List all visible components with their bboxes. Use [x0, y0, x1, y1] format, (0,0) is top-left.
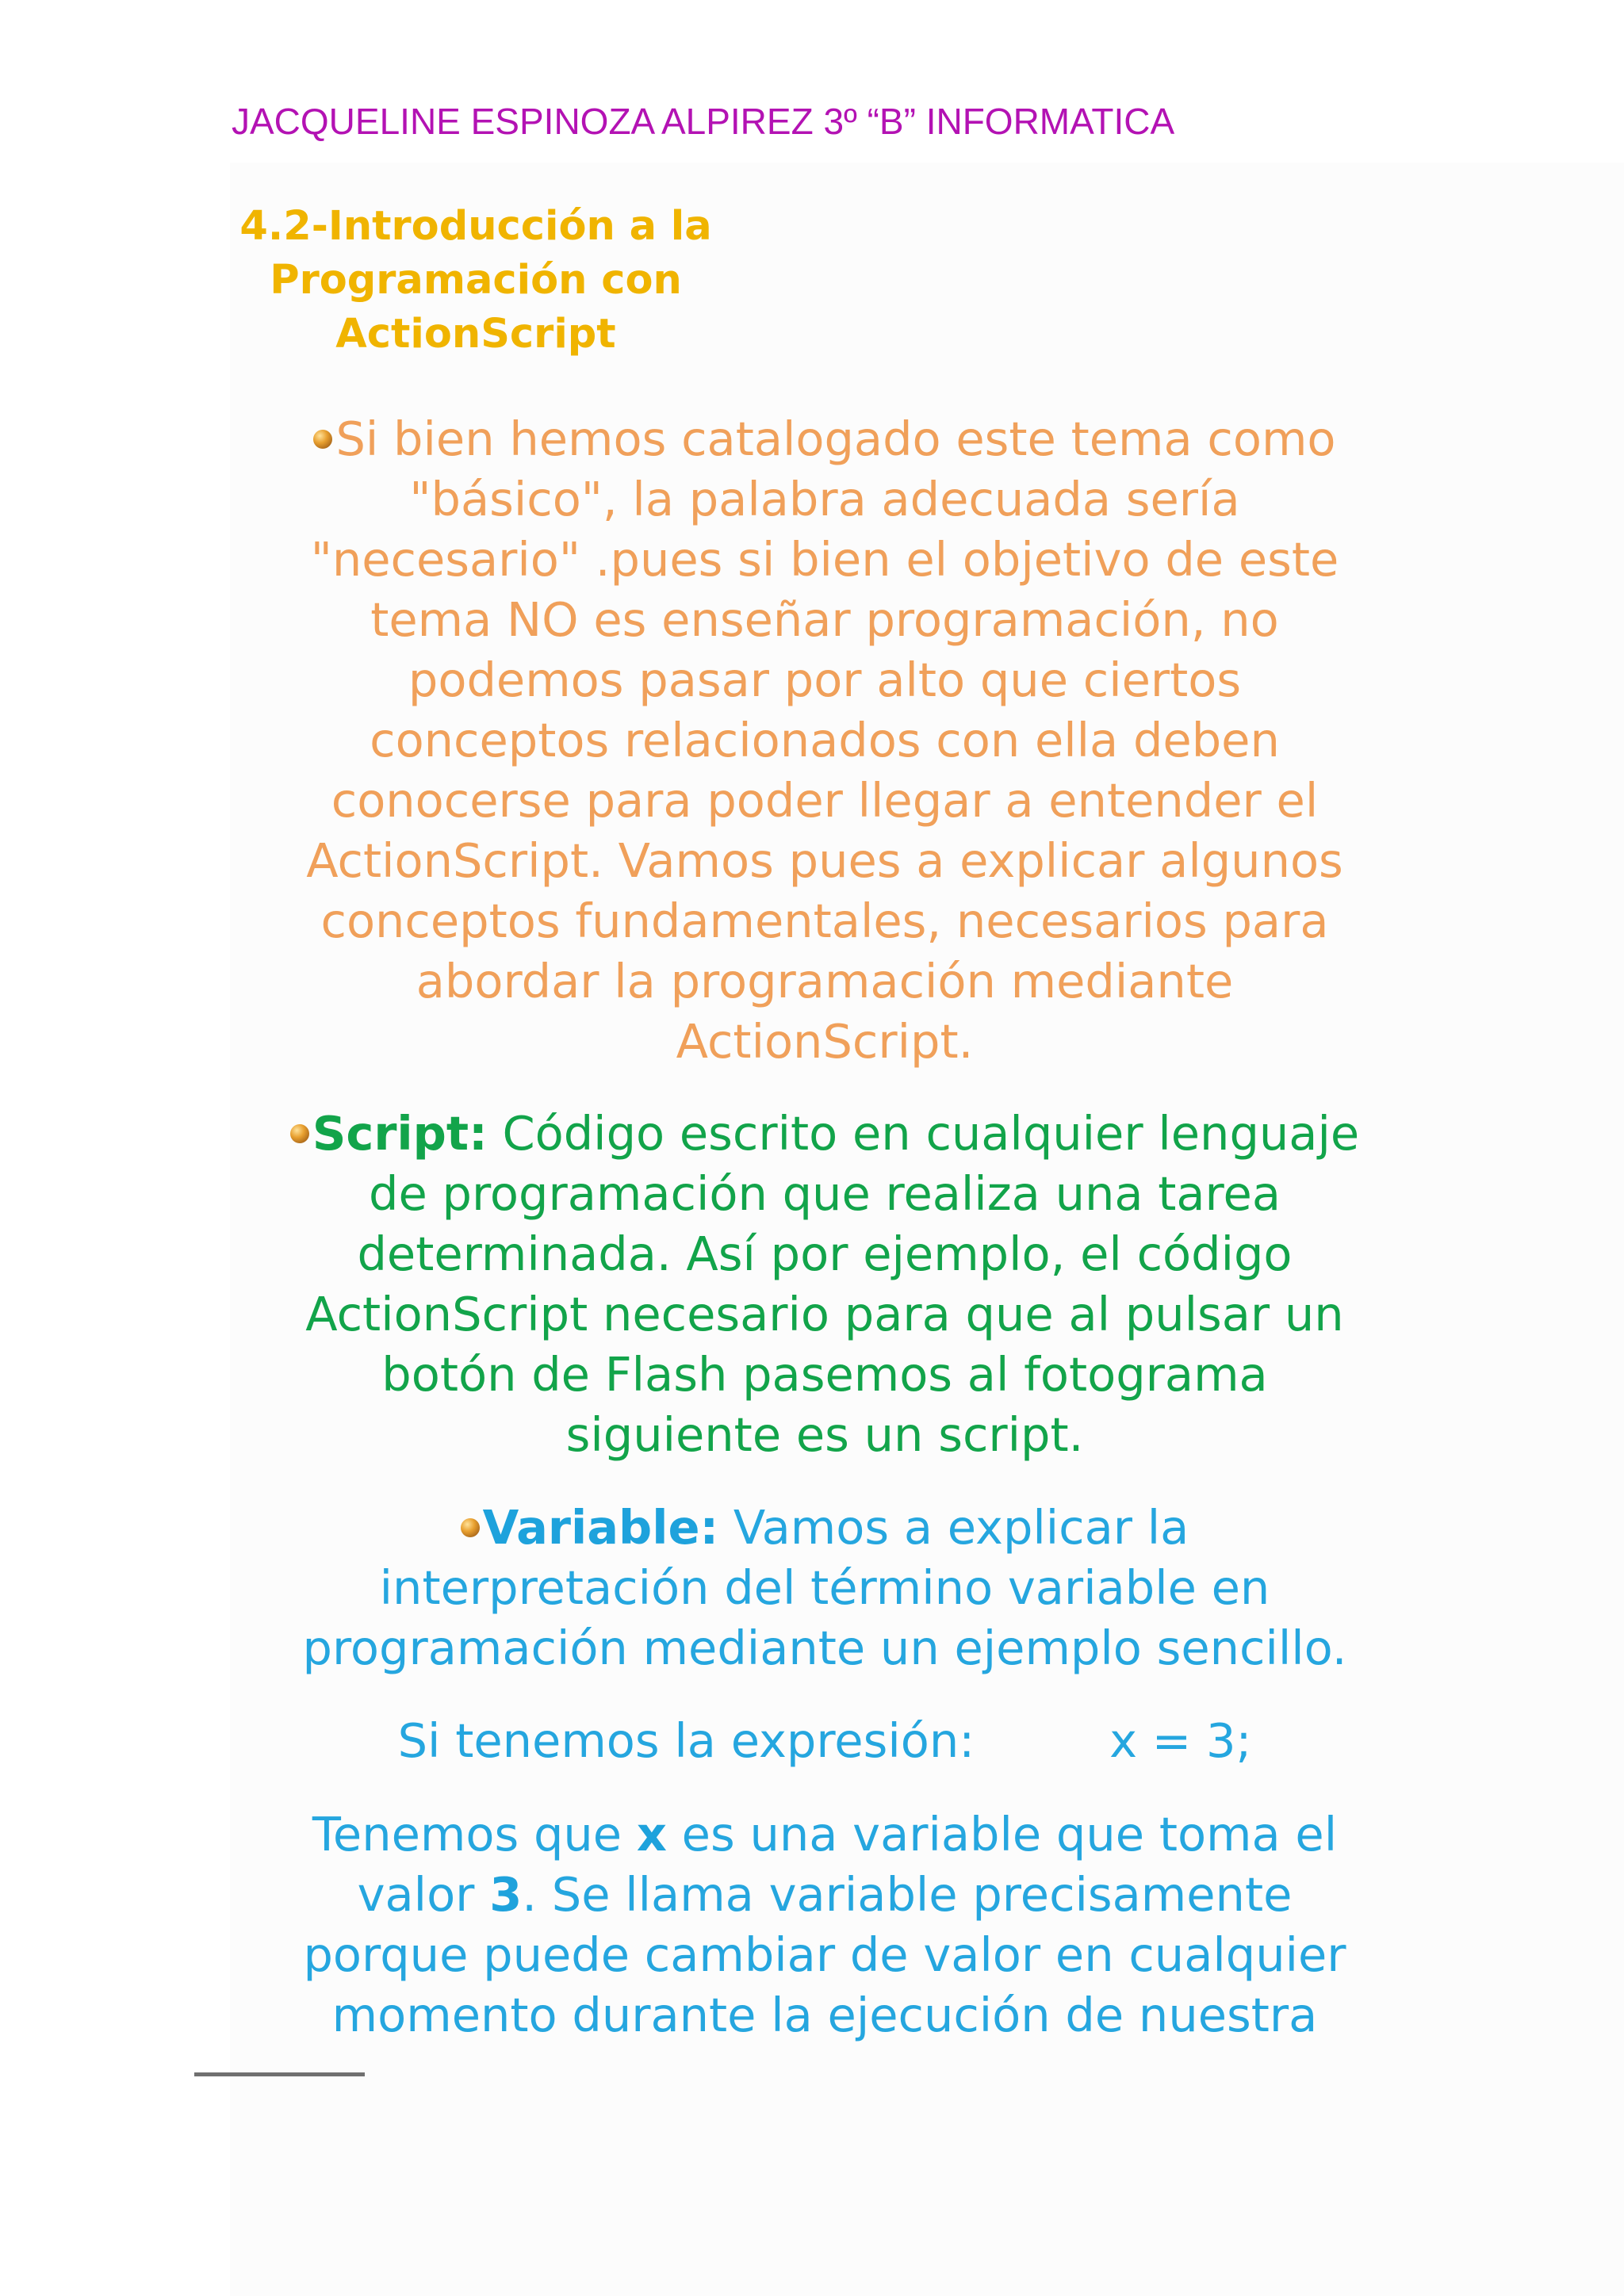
script-line-1: Script: Código escrito en cualquier lenguaje: [262, 1104, 1388, 1164]
script-line: botón de Flash pasemos al fotograma: [381, 1347, 1268, 1402]
script-line: ActionScript necesario para que al pulsar un: [305, 1287, 1344, 1341]
intro-line: ActionScript.: [676, 1014, 974, 1069]
script-definition: [262, 1104, 1388, 1465]
author-header: JACQUELINE ESPINOZA ALPIREZ 3º “B” INFORMATICA: [232, 101, 1175, 142]
section-title-line: 4.2-Introducción a la: [239, 203, 712, 250]
value-three: 3: [489, 1867, 523, 1922]
variable-line-1: Variable: Vamos a explicar la: [262, 1498, 1388, 1558]
intro-line: "necesario" .pues si bien el objetivo de este: [310, 532, 1339, 587]
script-line: determinada. Así por ejemplo, el código: [357, 1226, 1293, 1281]
explanation-line: Tenemos que x es una variable que toma el: [312, 1807, 1338, 1862]
explanation-line: porque puede cambiar de valor en cualquier: [303, 1927, 1346, 1982]
expression-code: x = 3;: [1109, 1713, 1252, 1768]
intro-line-1: Si bien hemos catalogado este tema como: [262, 409, 1388, 469]
section-title-line: Programación con: [270, 257, 682, 304]
expression-line: [262, 1711, 1388, 1771]
intro-line: conceptos relacionados con ella deben: [370, 713, 1280, 767]
variable-term: Variable:: [482, 1500, 719, 1555]
bullet-icon: [290, 1124, 309, 1143]
explanation-line: momento durante la ejecución de nuestra: [331, 1988, 1318, 2042]
section-title-line: ActionScript: [335, 311, 616, 358]
script-line: siguiente es un script.: [565, 1407, 1084, 1462]
footnote-separator: [194, 2072, 365, 2076]
intro-line: abordar la programación mediante: [416, 954, 1234, 1008]
intro-line: ActionScript. Vamos pues a explicar algunos: [306, 833, 1343, 888]
script-line: de programación que realiza una tarea: [369, 1166, 1281, 1221]
expression-label: Si tenemos la expresión:: [397, 1713, 975, 1768]
explanation-line: valor 3. Se llama variable precisamente: [357, 1867, 1293, 1922]
bullet-icon: [313, 430, 332, 449]
variable-definition: [262, 1498, 1388, 1678]
intro-line: conceptos fundamentales, necesarios para: [320, 894, 1329, 948]
intro-line: podemos pasar por alto que ciertos: [408, 652, 1242, 707]
intro-line: "básico", la palabra adecuada sería: [409, 472, 1240, 526]
variable-x: x: [636, 1807, 667, 1862]
intro-line: tema NO es enseñar programación, no: [370, 592, 1279, 647]
variable-line: interpretación del término variable en: [379, 1560, 1270, 1615]
variable-line: programación mediante un ejemplo sencillo.: [302, 1621, 1347, 1675]
script-term: Script:: [312, 1106, 488, 1161]
intro-line: conocerse para poder llegar a entender el: [331, 773, 1319, 828]
section-title: [238, 200, 714, 362]
intro-paragraph: [262, 409, 1388, 1072]
explanation-paragraph: [262, 1804, 1388, 2045]
bullet-icon: [461, 1518, 480, 1537]
